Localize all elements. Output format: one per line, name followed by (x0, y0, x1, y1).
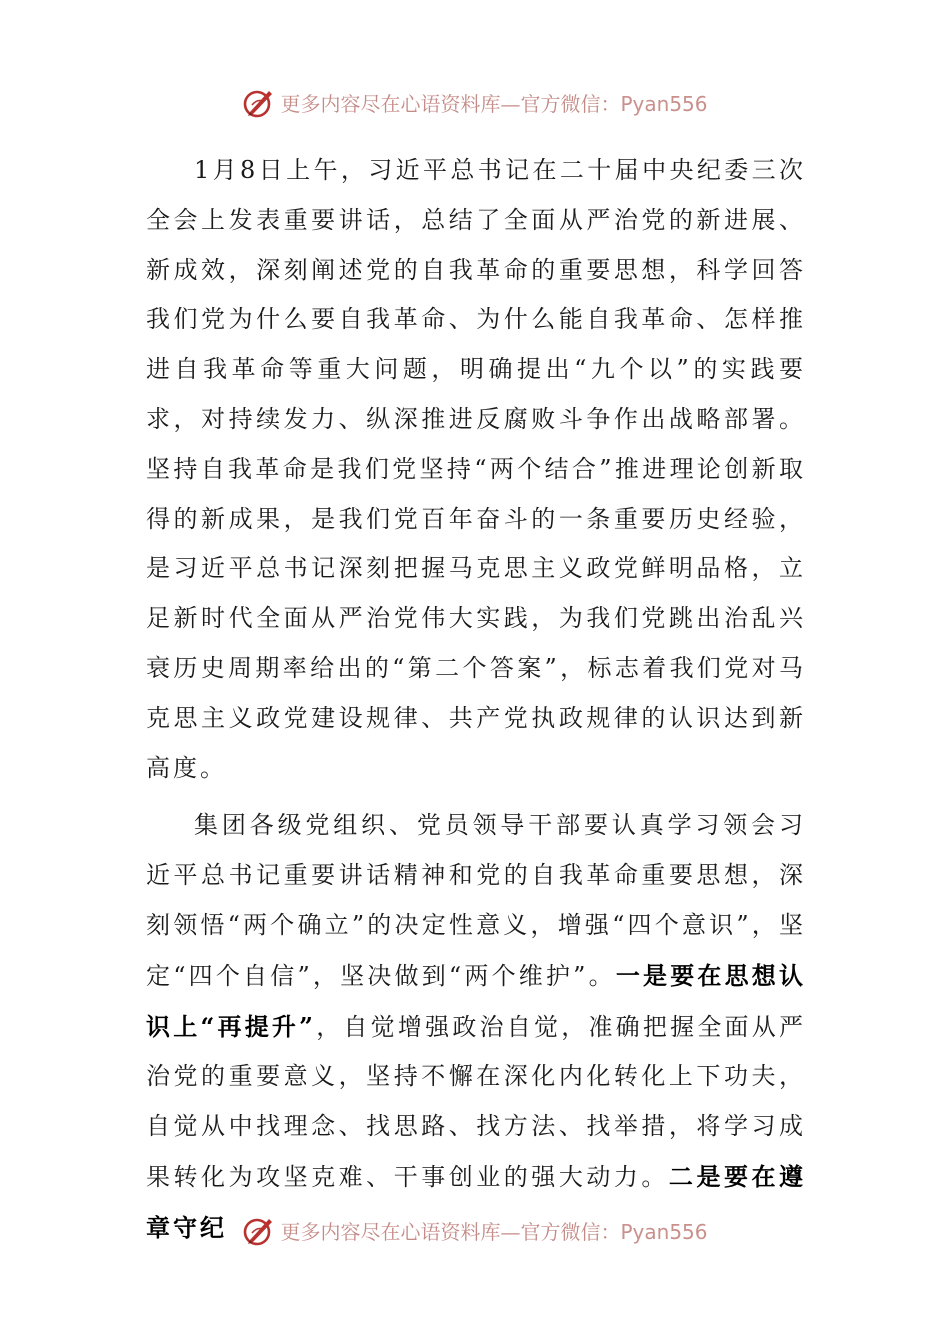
footer-banner-text (280, 1216, 707, 1245)
paragraph-1 (146, 146, 806, 793)
paragraph-2-bold-point-1: 一是要在思想认识上“再提升” (146, 960, 807, 1041)
header-banner (0, 82, 950, 122)
pen-circle-logo-icon (242, 1213, 276, 1247)
paragraph-1-text: 1月8日上午，习近平总书记在二十届中央纪委三次全会上发表重要讲话，总结了全面从严治党的新进展、新成效，深刻阐述党的自我革命的重要思想，科学回答我们党为什么要自我革命、为什么能自我革命、怎样推进自我革命等重大问题，明确提出“九个以”的实践要求，对持续发力、纵深推进反腐败斗争作出战略部署。坚持自我革命是我们党坚持“两个结合”推进理论创新取得的新成果，是我们党百年奋斗的一条重要历史经验，是习近平总书记深刻把握马克思主义政党鲜明品格，立足新时代全面从严治党伟大实践，为我们党跳出治乱兴衰历史周期率给出的“第二个答案”，标志着我们党对马克思主义政党建设规律、共产党执政规律的认识达到新高度。 (146, 156, 806, 782)
paragraph-2 (146, 801, 806, 1253)
header-banner-text (280, 88, 707, 117)
document-body (146, 146, 806, 1254)
footer-banner-cn: 更多内容尽在心语资料库—官方微信： (280, 1219, 621, 1244)
paragraph-2-text-a: 集团各级党组织、党员领导干部要认真学习领会习近平总书记重要讲话精神和党的自我革命重要思想，深刻领悟“两个确立”的决定性意义，增强“四个意识”，坚定“四个自信”，坚决做到“两个维护”。 (146, 811, 806, 990)
footer-banner (0, 1210, 950, 1250)
footer-banner-wechat-id: Pyan556 (620, 1219, 708, 1244)
header-banner-wechat-id: Pyan556 (620, 91, 708, 116)
header-banner-cn: 更多内容尽在心语资料库—官方微信： (280, 91, 621, 116)
paragraph-2-text-b: ，自觉增强政治自觉，准确把握全面从严治党的重要意义，坚持不懈在深化内化转化上下功夫，自觉从中找理念、找思路、找方法、找举措，将学习成果转化为攻坚克难、干事创业的强大动力。 (146, 1012, 807, 1191)
paragraph-2-bold-point-2: 二是要在遵章守纪 (146, 1161, 807, 1242)
pen-circle-logo-icon (242, 85, 276, 119)
